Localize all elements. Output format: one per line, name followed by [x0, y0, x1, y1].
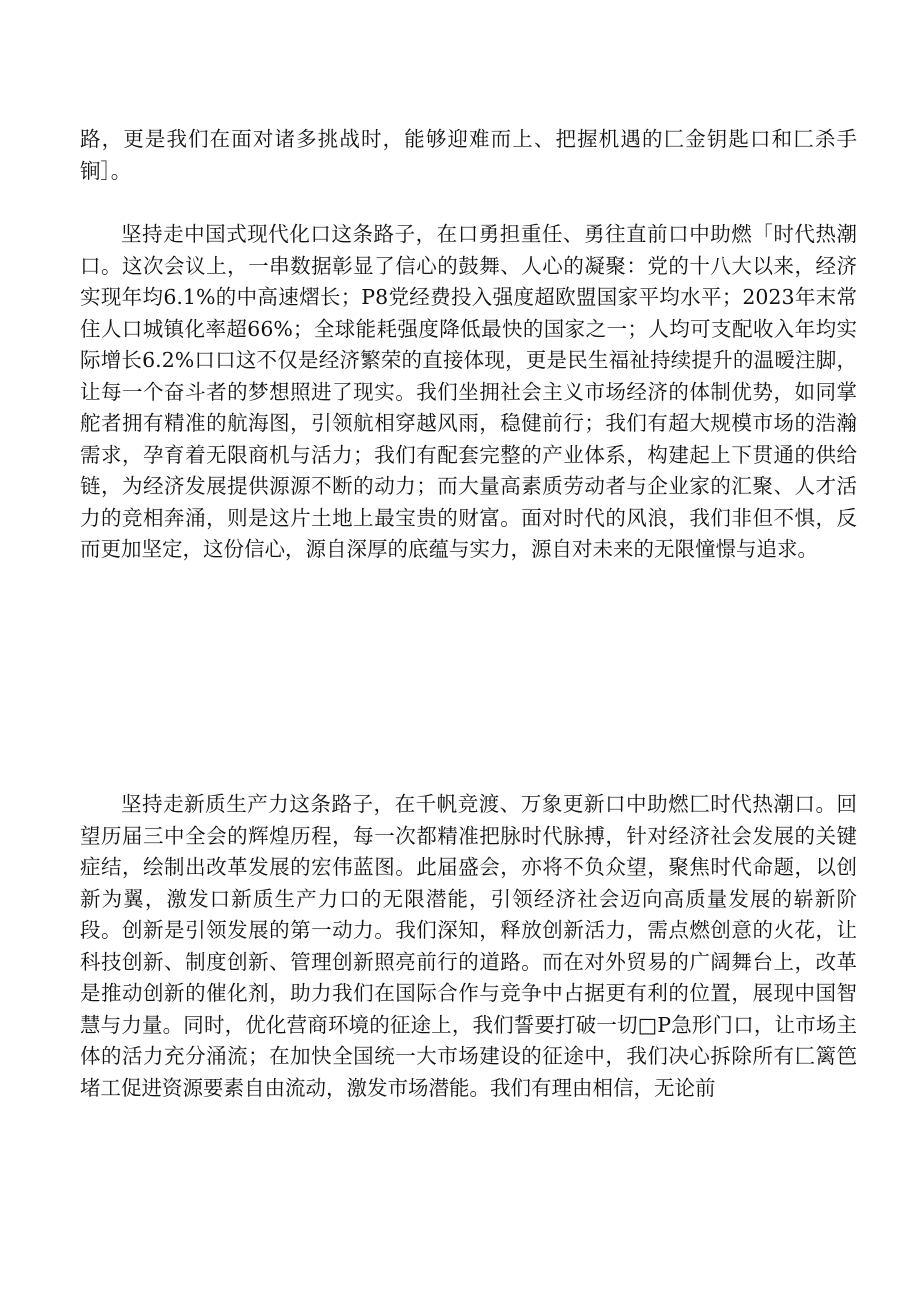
- paragraph-1: 路，更是我们在面对诸多挑战时，能够迎难而上、把握机遇的匚金钥匙口和匚杀手锏］。: [80, 127, 857, 183]
- paragraph-2: 坚持走中国式现代化口这条路子，在口勇担重任、勇往直前口中助燃「时代热潮口。这次会议上，一串数据彰显了信心的鼓舞、人心的凝聚：党的十八大以来，经济实现年均6.1%的中高速熠长；P8党经费投入强度超欧盟国家平均水平；2023年末常住人口城镇化率超66%；全球能耗强度降低最快的国家之一；人均可支配收入年均实际增长6.2%口口这不仅是经济繁荣的直接体现，更是民生福祉持续提升的温暧注脚，让每一个奋斗者的梦想照进了现实。我们坐拥社会主义市场经济的体制优势，如同掌舵者拥有精准的航海图，引领航相穿越风雨，稳健前行；我们有超大规模市场的浩瀚需求，孕育着无限商机与活力；我们有配套完整的产业体系，构建起上下贯通的供给链，为经济发展提供源源不断的动力；而大量高素质劳动者与企业家的汇聚、人才活力的竞相奔涌，则是这片土地上最宝贵的财富。面对时代的风浪，我们非但不惧，反而更加坚定，这份信心，源自深厚的底蕴与实力，源自对未来的无限憧憬与追求。: [80, 222, 857, 561]
- paragraph-3: 坚持走新质生产力这条路子，在千帆竞渡、万象更新口中助燃匚时代热潮口。回望历届三中全会的辉煌历程，每一次都精准把脉时代脉搏，针对经济社会发展的关键症结，绘制出改革发展的宏伟蓝图。此届盛会，亦将不负众望，聚焦时代命题，以创新为翼，激发口新质生产力口的无限潜能，引领经济社会迈向高质量发展的崭新阶段。创新是引领发展的第一动力。我们深知，释放创新活力，需点燃创意的火花，让科技创新、制度创新、管理创新照亮前行的道路。而在对外贸易的广阔舞台上，改革是推动创新的催化剂，助力我们在国际合作与竞争中占据更有利的位置，展现中国智慧与力量。同时，优化营商环境的征途上，我们誓要打破一切□P急形门口，让市场主体的活力充分涌流；在加快全国统一大市场建设的征途中，我们决心拆除所有匚篱笆堵工促进资源要素自由流动，激发市场潜能。我们有理由相信，无论前: [80, 792, 857, 1100]
